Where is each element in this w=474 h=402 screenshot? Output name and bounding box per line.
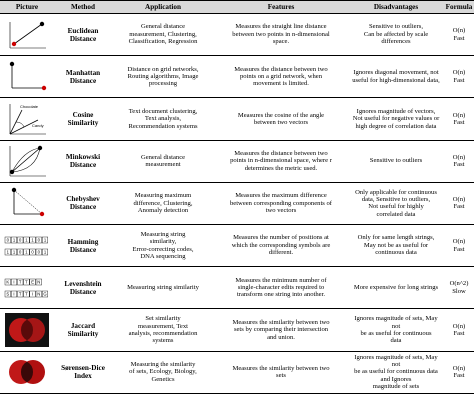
disadvantages-cell: Ignores magnitude of sets, May not be as useful for continuous data and Ignores magnitude of sets — [348, 351, 444, 393]
application-cell: Set similarity measurement, Text analysis, recommendation systems — [112, 309, 214, 351]
features-cell: Measures the minimum number of single-character edits required to transform one string into another. — [214, 267, 348, 309]
application-cell: Distance on grid networks, Routing algorithms, Image processing — [112, 56, 214, 98]
svg-text:Chocolate: Chocolate — [20, 103, 39, 109]
table-row — [0, 351, 474, 393]
features-cell: Measures the similarity between two sets — [214, 351, 348, 393]
features-cell: Measures the cosine of the angle between two vectors — [214, 98, 348, 140]
method-cell: Euclidean Distance — [54, 14, 112, 56]
svg-text:0: 0 — [19, 249, 22, 255]
svg-text:0: 0 — [6, 237, 9, 243]
method-cell: Sørensen-Dice Index — [54, 351, 112, 393]
method-cell: Hamming Distance — [54, 224, 112, 266]
svg-text:T: T — [25, 291, 28, 297]
method-cell: Manhattan Distance — [54, 56, 112, 98]
features-cell: Measures the distance between two points on a grid network, when movement is limited. — [214, 56, 348, 98]
table-row — [0, 309, 474, 351]
disadvantages-cell: Only for same length strings, May not be as useful for continuous data — [348, 224, 444, 266]
manhattan-diagram-icon — [0, 56, 54, 98]
formula-cell: O(n) Fast — [444, 351, 474, 393]
svg-text:1: 1 — [6, 249, 9, 255]
formula-cell: O(n) Fast — [444, 56, 474, 98]
header-disadvantages: Disadvantages — [348, 1, 444, 14]
euclidean-diagram-icon — [0, 14, 54, 56]
features-cell: Measures the distance between two points in n-dimensional space, where r determines the metric used. — [214, 140, 348, 182]
disadvantages-cell: Ignores diagonal movement, not useful for high-dimensional data, — [348, 56, 444, 98]
header-row — [0, 1, 474, 14]
disadvantages-cell: Ignores magnitude of vectors, Not useful for negative values or high degree of correlation data — [348, 98, 444, 140]
table-row — [0, 267, 474, 309]
header-formula: Formula — [444, 1, 474, 14]
svg-text:0: 0 — [37, 249, 40, 255]
svg-text:T: T — [18, 291, 22, 297]
svg-text:S: S — [6, 291, 10, 297]
features-cell: Measures the straight line distance between two points in n-dimensional space. — [214, 14, 348, 56]
header-application: Application — [112, 1, 214, 14]
jaccard-diagram-icon — [0, 309, 54, 351]
method-cell: Chebyshev Distance — [54, 182, 112, 224]
application-cell: Measuring maximum difference, Clustering, Anomaly detection — [112, 182, 214, 224]
application-cell: General distance measurement, Clustering, Classification, Regression — [112, 14, 214, 56]
table-row — [0, 140, 474, 182]
disadvantages-cell: Only applicable for continuous data, Sensitive to outliers, Not useful for highly correlated data — [348, 182, 444, 224]
svg-text:G: G — [43, 291, 47, 297]
method-cell: Minkowski Distance — [54, 140, 112, 182]
method-cell: Jaccard Similarity — [54, 309, 112, 351]
table-row — [0, 182, 474, 224]
formula-cell: O(n) Fast — [444, 309, 474, 351]
svg-text:N: N — [37, 279, 41, 285]
svg-text:1: 1 — [43, 249, 47, 255]
application-cell: Measuring string similarity, Error-correcting codes, DNA sequencing — [112, 224, 214, 266]
formula-cell: O(n) Fast — [444, 140, 474, 182]
svg-text:T: T — [25, 279, 28, 285]
svg-text:I: I — [13, 279, 15, 285]
application-cell: Measuring the similarity of sets, Ecology, Biology, Genetics — [112, 351, 214, 393]
svg-text:I: I — [13, 291, 15, 297]
application-cell: Measuring string similarity — [112, 267, 214, 309]
header-picture: Picture — [0, 1, 54, 14]
svg-text:1: 1 — [25, 237, 28, 243]
method-cell: Cosine Similarity — [54, 98, 112, 140]
svg-text:E: E — [31, 279, 34, 285]
application-cell: Text document clustering, Text analysis, Recommendation systems — [112, 98, 214, 140]
disadvantages-cell: Ignores magnitude of sets, May not be as useful for continuous data — [348, 309, 444, 351]
table-row — [0, 224, 474, 266]
table-row — [0, 98, 474, 140]
formula-cell: O(n) Fast — [444, 14, 474, 56]
table-row — [0, 56, 474, 98]
svg-text:Candy: Candy — [32, 122, 44, 128]
header-method: Method — [54, 1, 112, 14]
svg-text:0: 0 — [31, 249, 34, 255]
chebyshev-diagram-icon — [0, 182, 54, 224]
features-cell: Measures the maximum difference between corresponding components of two vectors — [214, 182, 348, 224]
minkowski-diagram-icon — [0, 140, 54, 182]
formula-cell: O(n) Fast — [444, 98, 474, 140]
svg-text:0: 0 — [37, 237, 40, 243]
features-cell: Measures the similarity between two sets by comparing their intersection and union. — [214, 309, 348, 351]
sorensen-dice-diagram-icon — [0, 351, 54, 393]
svg-text:1: 1 — [43, 237, 47, 243]
svg-text:1: 1 — [25, 249, 28, 255]
method-cell: Levenshtein Distance — [54, 267, 112, 309]
svg-text:1: 1 — [12, 249, 16, 255]
formula-cell: O(n^2) Slow — [444, 267, 474, 309]
svg-text:T: T — [18, 279, 22, 285]
cosine-diagram-icon — [0, 98, 54, 140]
formula-cell: O(n) Fast — [444, 182, 474, 224]
application-cell: General distance measurement — [112, 140, 214, 182]
svg-text:1: 1 — [31, 237, 34, 243]
formula-cell: O(n) Fast — [444, 224, 474, 266]
header-features: Features — [214, 1, 348, 14]
disadvantages-cell: More expensive for long strings — [348, 267, 444, 309]
table-row — [0, 14, 474, 56]
hamming-diagram-icon — [0, 224, 54, 266]
svg-text:K: K — [6, 279, 10, 285]
features-cell: Measures the number of positions at which the corresponding symbols are different. — [214, 224, 348, 266]
levenshtein-diagram-icon — [0, 267, 54, 309]
svg-text:I: I — [32, 291, 34, 297]
disadvantages-cell: Sensitive to outliers — [348, 140, 444, 182]
svg-text:N: N — [37, 291, 41, 297]
svg-text:0: 0 — [19, 237, 22, 243]
disadvantages-cell: Sensitive to outliers, Can be affected by scale differences — [348, 14, 444, 56]
svg-text:1: 1 — [12, 237, 16, 243]
